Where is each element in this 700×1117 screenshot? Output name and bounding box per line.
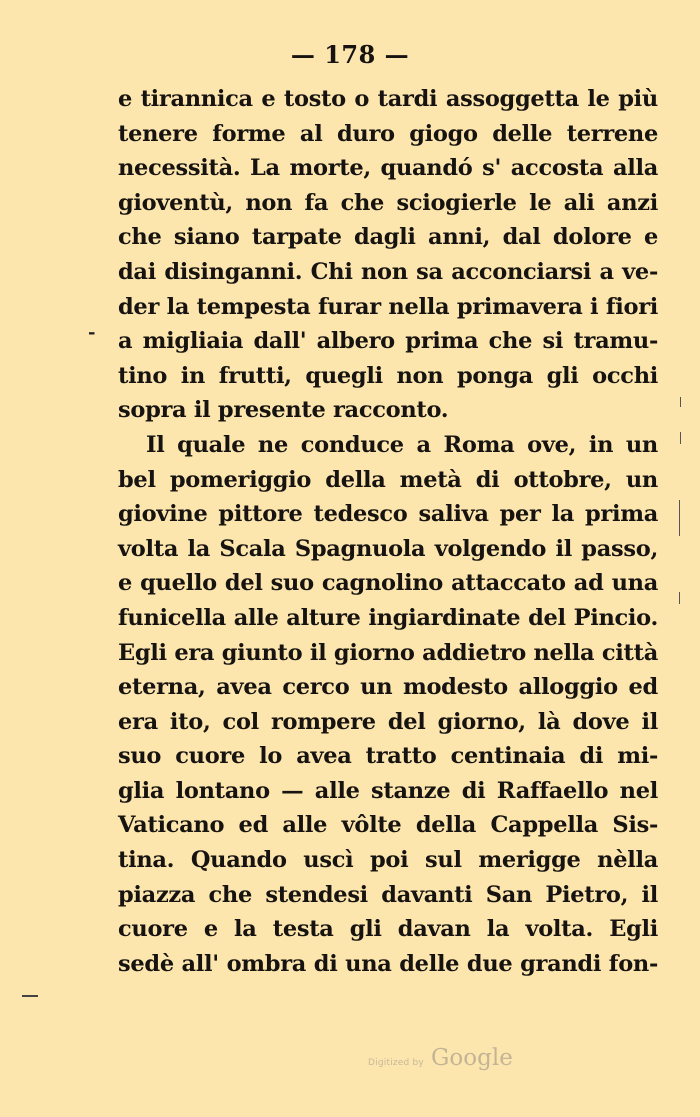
text-line: volta la Scala Spagnuola volgendo il passo,	[118, 535, 658, 562]
text-line: suo cuore lo avea tratto centinaia di mi-	[118, 743, 658, 770]
text-line: bel pomeriggio della metà di ottobre, un	[118, 466, 658, 493]
text-line: era ito, col rompere del giorno, là dove il	[118, 708, 658, 735]
scan-artifact-dash	[22, 995, 38, 997]
scan-edge-mark	[680, 432, 681, 444]
text-line: piazza che stendesi davanti San Pietro, il	[118, 881, 658, 908]
scan-edge-mark	[679, 500, 680, 536]
text-line: tina. Quando uscì poi sul merigge nèlla	[118, 847, 658, 874]
margin-mark: -	[88, 322, 96, 343]
text-line: Vaticano ed alle vôlte della Cappella Sis-	[118, 812, 658, 839]
text-line: Egli era giunto il giorno addietro nella città	[118, 639, 658, 666]
text-line: tino in frutti, quegli non ponga gli occhi	[118, 362, 658, 389]
scan-edge-mark	[680, 397, 681, 407]
page-number: — 178 —	[290, 40, 410, 69]
text-line: e quello del suo cagnolino attaccato ad una	[118, 570, 658, 597]
text-line: eterna, avea cerco un modesto alloggio ed	[118, 674, 658, 701]
text-line: der la tempesta furar nella primavera i fiori	[118, 293, 658, 320]
text-line: tenere forme al duro giogo delle terrene	[118, 120, 658, 147]
google-logo: Google	[431, 1045, 513, 1071]
text-line: gioventù, non fa che sciogierle le ali anzi	[118, 189, 658, 216]
text-line: dai disinganni. Chi non sa acconciarsi a ve-	[118, 258, 658, 285]
paragraph-start-line: Il quale ne conduce a Roma ove, in un	[146, 431, 658, 458]
text-line: giovine pittore tedesco saliva per la prima	[118, 501, 658, 528]
text-line: cuore e la testa gli davan la volta. Egli	[118, 916, 658, 943]
text-line: sedè all' ombra di una delle due grandi fon-	[118, 950, 658, 977]
text-line: funicella alle alture ingiardinate del Pincio.	[118, 604, 658, 631]
text-line: a migliaia dall' albero prima che si tramu-	[118, 328, 658, 355]
text-line: e tirannica e tosto o tardi assoggetta le più	[118, 86, 658, 112]
text-line: necessità. La morte, quandó s' accosta alla	[118, 155, 658, 182]
watermark-prefix: Digitized by	[368, 1058, 424, 1068]
paragraph-end-line: sopra il presente racconto.	[118, 397, 449, 424]
scan-edge-mark	[679, 592, 680, 604]
body-text	[118, 82, 658, 981]
digitization-watermark	[368, 1045, 513, 1071]
text-line: glia lontano — alle stanze di Raffaello nel	[118, 777, 658, 804]
text-line: che siano tarpate dagli anni, dal dolore e	[118, 224, 658, 251]
